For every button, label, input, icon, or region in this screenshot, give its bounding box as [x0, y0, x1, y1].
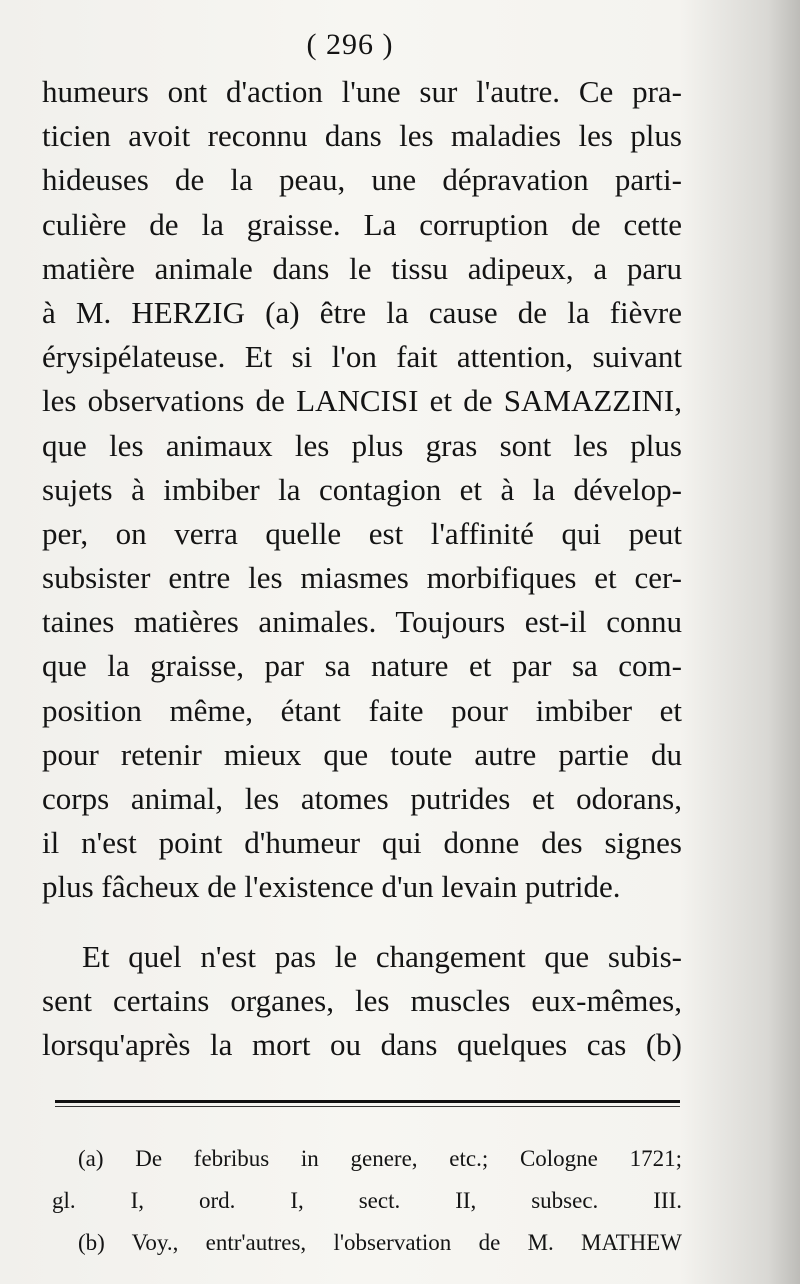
text-line: lorsqu'après la mort ou dans quelques cas (b)	[42, 1027, 682, 1063]
text-line: Et quel n'est pas le changement que subis-	[82, 939, 682, 974]
text-line: humeurs ont d'action l'une sur l'autre. Ce pra-	[42, 74, 682, 109]
text-line: taines matières animales. Toujours est-il connu	[42, 604, 682, 640]
page-number: ( 296 )	[306, 28, 394, 61]
text-line: per, on verra quelle est l'affinité qui peut	[42, 515, 682, 551]
footnote-a: (a) De febribus in genere, etc.; Cologne 1721;	[78, 1146, 682, 1171]
text-line: corps animal, les atomes putrides et odorans,	[42, 781, 682, 816]
text-line: plus fâcheux de l'existence d'un levain putride.	[42, 869, 621, 905]
text-line: il n'est point d'humeur qui donne des signes	[42, 825, 682, 861]
footnote-divider	[55, 1100, 680, 1103]
text-line: sujets à imbiber la contagion et à la dévelop-	[42, 471, 682, 507]
text-line: matière animale dans le tissu adipeux, a paru	[42, 250, 682, 286]
text-line: culière de la graisse. La corruption de cette	[42, 206, 682, 242]
paragraph-main	[42, 70, 682, 910]
text-line: position même, étant faite pour imbiber et	[42, 692, 682, 728]
text-line: subsister entre les miasmes morbifiques et cer-	[42, 560, 682, 596]
text-line: pour retenir mieux que toute autre partie du	[42, 736, 682, 772]
text-line: les observations de LANCISI et de SAMAZZINI,	[42, 383, 682, 419]
text-line: à M. HERZIG (a) être la cause de la fièvre	[42, 294, 682, 330]
text-line: que la graisse, par sa nature et par sa com-	[42, 648, 682, 684]
footnote-b: (b) Voy., entr'autres, l'observation de M. MATHEW	[78, 1230, 682, 1255]
footnotes	[52, 1138, 682, 1264]
text-line: ticien avoit reconnu dans les maladies les plus	[42, 118, 682, 154]
paragraph-second	[42, 935, 682, 1068]
text-line: hideuses de la peau, une dépravation parti-	[42, 162, 682, 198]
text-line: érysipélateuse. Et si l'on fait attention, suivant	[42, 339, 682, 375]
text-line: sent certains organes, les muscles eux-mêmes,	[42, 983, 682, 1019]
footnote-a-continued: gl. I, ord. I, sect. II, subsec. III.	[52, 1188, 682, 1213]
text-line: que les animaux les plus gras sont les plus	[42, 427, 682, 463]
